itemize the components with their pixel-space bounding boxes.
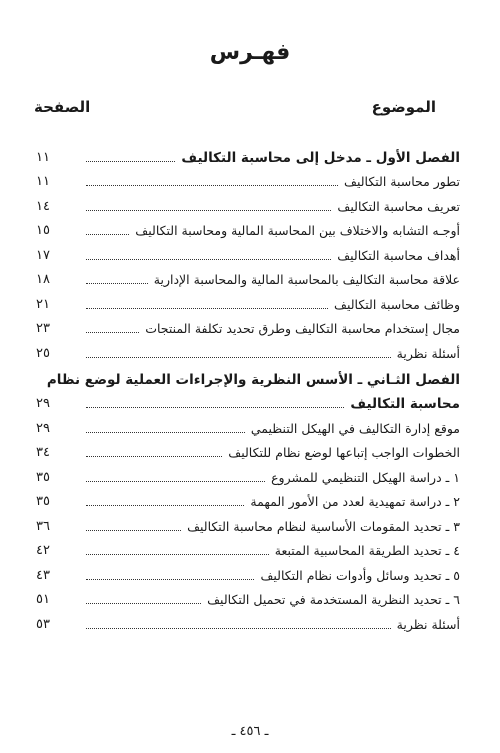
dot-leader xyxy=(86,504,244,506)
toc-entry-title: تطور محاسبة التكاليف xyxy=(344,174,460,189)
toc-entry-page: ١٤ xyxy=(36,198,50,214)
toc-entry xyxy=(36,389,460,414)
toc-entry-page: ١٥ xyxy=(36,223,50,238)
toc-entry-page: ١٧ xyxy=(36,247,50,263)
toc-entry xyxy=(36,462,460,487)
toc-entry-page: ٢٣ xyxy=(36,321,50,336)
toc-entry-title: ٤ ـ تحديد الطريقة المحاسبية المتبعة xyxy=(274,543,460,558)
toc-entry xyxy=(36,338,460,363)
dot-leader xyxy=(86,627,391,629)
dot-leader xyxy=(86,356,391,358)
toc-entry-page: ١٨ xyxy=(36,272,50,287)
toc-entry xyxy=(36,511,460,536)
dot-leader xyxy=(86,331,139,333)
toc-entry-page: ٢١ xyxy=(36,296,50,312)
dot-leader xyxy=(86,307,328,309)
toc-entry-title: ١ ـ دراسة الهيكل التنظيمي للمشروع xyxy=(271,469,460,485)
toc-entry-title: أسئلة نظرية xyxy=(396,616,460,632)
toc-entry xyxy=(36,142,460,167)
toc-entry-title: ٢ ـ دراسة تمهيدية لعدد من الأمور المهمة xyxy=(250,494,460,509)
toc-entry xyxy=(36,536,460,561)
dot-leader xyxy=(86,480,265,482)
toc-entry-page: ٢٩ xyxy=(36,420,50,436)
toc-entry-title: أسئلة نظرية xyxy=(396,345,460,361)
toc-entry-page: ٢٩ xyxy=(36,396,50,411)
dot-leader xyxy=(86,529,181,531)
toc-entry xyxy=(36,609,460,634)
page-number-footer: ـ ٤٥٦ ـ xyxy=(231,724,269,739)
dot-leader xyxy=(86,578,254,580)
toc-entry-page: ١١ xyxy=(36,149,50,165)
dot-leader xyxy=(86,602,201,604)
toc-entry-page: ١١ xyxy=(36,174,50,189)
toc-entry xyxy=(36,167,460,192)
toc-entry-page: ٣٤ xyxy=(36,445,50,460)
toc-entry xyxy=(36,487,460,512)
dot-leader xyxy=(86,406,344,408)
page-column-header: الصفحة xyxy=(34,98,91,116)
toc-entry-title: الفصل الأول ـ مدخل إلى محاسبة التكاليف xyxy=(181,149,460,166)
toc-entry xyxy=(36,289,460,314)
toc-entry-title: أوجـه التشابه والاختلاف بين المحاسبة المالية ومحاسبة التكاليف xyxy=(135,223,460,238)
toc-entry xyxy=(36,216,460,241)
page-title: فهـرس xyxy=(209,40,291,65)
toc-entry xyxy=(36,560,460,585)
toc-entry-page: ٣٦ xyxy=(36,518,50,534)
toc-entry xyxy=(36,191,460,216)
toc-entry xyxy=(36,240,460,265)
toc-entry-title: ٣ ـ تحديد المقومات الأساسية لنظام محاسبة التكاليف xyxy=(187,518,460,534)
table-of-contents xyxy=(36,142,460,634)
dot-leader xyxy=(86,431,245,433)
toc-entry-page: ٤٣ xyxy=(36,567,50,583)
dot-leader xyxy=(86,160,175,162)
toc-entry xyxy=(36,314,460,339)
toc-entry-page: ٥٣ xyxy=(36,616,50,632)
toc-entry-page: ٥١ xyxy=(36,592,50,607)
toc-entry-title: ٦ ـ تحديد النظرية المستخدمة في تحميل التكاليف xyxy=(207,592,460,607)
dot-leader xyxy=(86,258,331,260)
toc-entry xyxy=(36,265,460,290)
toc-entry-title: تعريف محاسبة التكاليف xyxy=(337,198,460,214)
toc-entry-title: محاسبة التكاليف xyxy=(350,396,460,412)
toc-entry-title: مجال إستخدام محاسبة التكاليف وطرق تحديد تكلفة المنتجات xyxy=(145,321,460,336)
toc-entry xyxy=(36,413,460,438)
dot-leader xyxy=(86,455,222,457)
dot-leader xyxy=(86,553,269,555)
toc-entry-title: وظائف محاسبة التكاليف xyxy=(334,296,460,312)
toc-entry-page: ٤٢ xyxy=(36,543,50,558)
toc-entry-page: ٣٥ xyxy=(36,494,50,509)
toc-entry-title: ٥ ـ تحديد وسائل وأدوات نظام التكاليف xyxy=(260,567,460,583)
topic-column-header: الموضوع xyxy=(371,98,436,116)
toc-entry-title: الفصل الثـاني ـ الأسس النظرية والإجراءات العملية لوضع نظام xyxy=(46,371,460,388)
toc-entry-page: ٣٥ xyxy=(36,469,50,485)
toc-entry xyxy=(36,585,460,610)
toc-entry-title: علاقة محاسبة التكاليف بالمحاسبة المالية والمحاسبة الإدارية xyxy=(153,272,460,287)
dot-leader xyxy=(86,282,148,284)
toc-entry xyxy=(36,363,460,389)
dot-leader xyxy=(86,233,129,235)
toc-entry-title: الخطوات الواجب إتباعها لوضع نظام للتكاليف xyxy=(228,445,460,460)
toc-entry-title: أهداف محاسبة التكاليف xyxy=(337,247,460,263)
dot-leader xyxy=(86,184,338,186)
dot-leader xyxy=(86,209,331,211)
toc-entry-page: ٢٥ xyxy=(36,345,50,361)
toc-entry-title: موقع إدارة التكاليف في الهيكل التنظيمي xyxy=(250,420,460,436)
toc-entry xyxy=(36,438,460,463)
